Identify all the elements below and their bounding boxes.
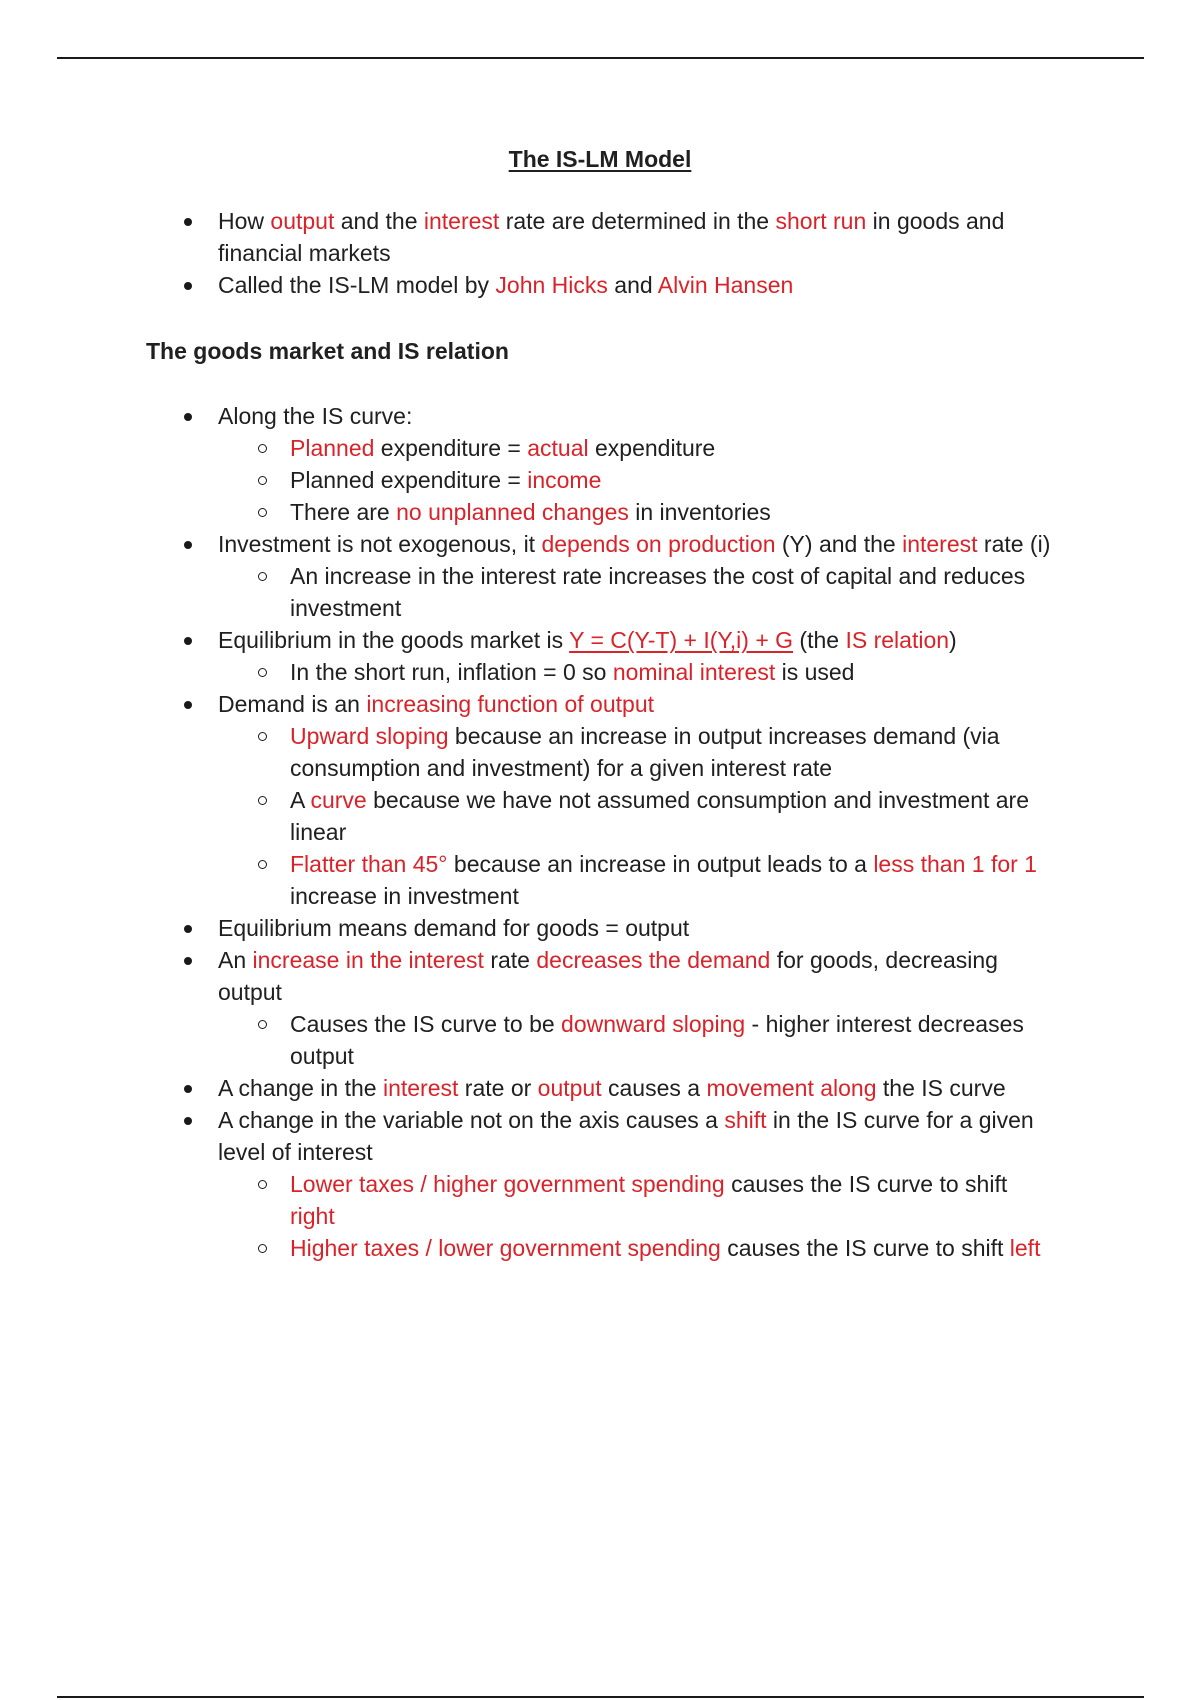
- list-item: A change in the variable not on the axis causes a shift in the IS curve for a given level of interest: [218, 1107, 1034, 1165]
- list-item: Investment is not exogenous, it depends on production (Y) and the interest rate (i): [218, 531, 1051, 557]
- is-relation-list: [0, 400, 1200, 1264]
- list-item: Causes the IS curve to be downward sloping - higher interest decreases output: [290, 1011, 1024, 1069]
- is-equation: Y = C(Y-T) + I(Y,i) + G: [569, 627, 794, 653]
- list-item: How output and the interest rate are determined in the short run in goods and financial markets: [218, 208, 1005, 266]
- intro-list: [0, 205, 1200, 301]
- list-item: Lower taxes / higher government spending causes the IS curve to shift right: [290, 1171, 1008, 1229]
- list-item: An increase in the interest rate decreases the demand for goods, decreasing output: [218, 947, 998, 1005]
- list-item: Planned expenditure = income: [290, 467, 602, 493]
- list-item: There are no unplanned changes in inventories: [290, 499, 771, 525]
- list-item: An increase in the interest rate increases the cost of capital and reduces investment: [290, 563, 1026, 621]
- list-item: Called the IS-LM model by John Hicks and Alvin Hansen: [218, 272, 794, 298]
- list-item: A curve because we have not assumed consumption and investment are linear: [290, 787, 1030, 845]
- list-item: Higher taxes / lower government spending causes the IS curve to shift left: [290, 1235, 1041, 1261]
- list-item: Upward sloping because an increase in output increases demand (via consumption and investment) for a given interest rate: [290, 723, 1000, 781]
- section-heading: The goods market and IS relation: [146, 338, 509, 364]
- top-rule: [57, 57, 1144, 59]
- list-item: Flatter than 45° because an increase in output leads to a less than 1 for 1 increase in investment: [290, 851, 1037, 909]
- bottom-rule: [57, 1696, 1144, 1698]
- page-title: The IS-LM Model: [508, 146, 692, 172]
- list-item: Demand is an increasing function of output: [218, 691, 655, 717]
- list-item: Equilibrium means demand for goods = output: [218, 915, 690, 941]
- list-item: Planned expenditure = actual expenditure: [290, 435, 716, 461]
- list-item: In the short run, inflation = 0 so nominal interest is used: [290, 659, 855, 685]
- list-item: Equilibrium in the goods market is Y = C(Y-T) + I(Y,i) + G (the IS relation): [218, 627, 957, 653]
- list-item: A change in the interest rate or output causes a movement along the IS curve: [218, 1075, 1006, 1101]
- list-item: Along the IS curve:: [218, 403, 413, 429]
